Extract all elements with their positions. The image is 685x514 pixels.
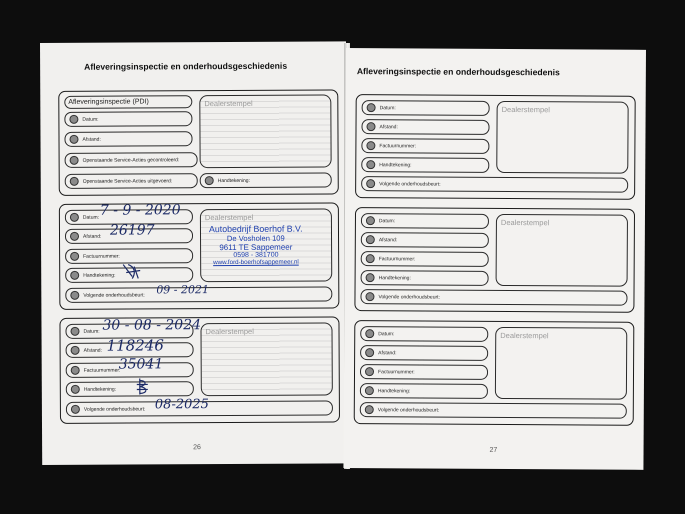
- r1-signature-label: Handtekening:: [379, 161, 412, 168]
- r1-next-field[interactable]: [361, 176, 628, 193]
- entry2-datum-label: Datum:: [83, 328, 100, 335]
- stamp-company: Autobedrijf Boerhof B.V.: [208, 223, 303, 235]
- circle-icon: [366, 216, 375, 225]
- entry1-datum-value: 7 - 9 - 2020: [99, 202, 181, 219]
- circle-icon: [70, 177, 79, 186]
- circle-icon: [70, 291, 79, 300]
- r3-factuur-field[interactable]: [360, 364, 488, 380]
- r3-stamp-box[interactable]: [495, 327, 627, 400]
- r2-factuur-field[interactable]: [361, 251, 489, 267]
- left-page-title: Afleveringsinspectie en onderhoudsgeschiedenis: [84, 60, 288, 72]
- entry2-stamp-box[interactable]: [200, 322, 332, 396]
- circle-icon: [70, 213, 79, 222]
- r1-factuur-label: Factuurnummer:: [379, 142, 417, 149]
- circle-icon: [365, 329, 374, 338]
- circle-icon: [70, 156, 79, 165]
- entry1-datum-label: Datum:: [82, 214, 100, 221]
- right-page-title: Afleveringsinspectie en onderhoudsgeschiedenis: [356, 66, 560, 78]
- r2-stamp-label: Dealerstempel: [500, 217, 550, 228]
- circle-icon: [365, 367, 374, 376]
- entry1-next-value: 09 - 2021: [156, 283, 210, 297]
- circle-icon: [70, 252, 79, 261]
- right-entry-1: [355, 94, 636, 200]
- r1-datum-field[interactable]: [362, 100, 490, 116]
- service-entry-1: [59, 202, 340, 309]
- circle-icon: [366, 254, 375, 263]
- pdi-card: [58, 89, 339, 195]
- pdi-signature-label: Handtekening:: [217, 177, 250, 184]
- pdi-service-done-label: Openstaande Service-Acties uitgevoerd:: [82, 177, 173, 185]
- circle-icon: [365, 348, 374, 357]
- circle-icon: [71, 385, 80, 394]
- entry2-stamp-label: Dealerstempel: [205, 326, 254, 337]
- entry2-datum-value: 30 - 08 - 2024: [102, 317, 202, 334]
- circle-icon: [205, 176, 214, 185]
- entry2-factuur-value: 35041: [118, 356, 164, 373]
- circle-icon: [365, 292, 374, 301]
- r1-datum-label: Datum:: [379, 104, 396, 111]
- r1-stamp-label: Dealerstempel: [501, 104, 551, 115]
- r3-afstand-label: Afstand:: [378, 349, 397, 356]
- r3-datum-label: Datum:: [378, 330, 395, 337]
- r2-datum-field[interactable]: [361, 213, 489, 229]
- entry1-signature-label: Handtekening:: [83, 272, 116, 279]
- r1-stamp-box[interactable]: [496, 101, 628, 174]
- circle-icon: [365, 386, 374, 395]
- entry1-signature: [120, 260, 144, 282]
- left-page-number: 26: [193, 444, 201, 452]
- circle-icon: [366, 122, 375, 131]
- entry2-next-label: Volgende onderhoudsbeurt:: [83, 405, 146, 413]
- r1-afstand-label: Afstand:: [379, 123, 398, 130]
- pdi-stamp-box[interactable]: [199, 94, 331, 168]
- entry1-afstand-value: 26197: [109, 222, 155, 239]
- r3-stamp-label: Dealerstempel: [500, 330, 549, 341]
- r3-signature-field[interactable]: [360, 383, 488, 399]
- entry2-signature: [135, 376, 151, 396]
- entry1-stamp-box[interactable]: [200, 208, 332, 282]
- circle-icon: [70, 232, 79, 241]
- circle-icon: [366, 179, 375, 188]
- stamp-phone: 0598 - 381700: [233, 251, 279, 259]
- circle-icon: [70, 271, 79, 280]
- dealer-stamp: [209, 224, 303, 266]
- entry1-stamp-label: Dealerstempel: [204, 212, 254, 223]
- entry1-afstand-label: Afstand:: [82, 233, 102, 240]
- entry2-factuur-label: Factuurnummer:: [83, 367, 121, 374]
- r3-next-field[interactable]: [360, 402, 627, 419]
- r2-signature-field[interactable]: [361, 270, 489, 286]
- pdi-service-done-field[interactable]: [65, 173, 198, 189]
- pdi-afstand-field[interactable]: [64, 131, 192, 147]
- r2-signature-label: Handtekening:: [378, 274, 411, 281]
- entry1-next-label: Volgende onderhoudsbeurt:: [83, 291, 145, 299]
- service-entry-2: [59, 316, 340, 423]
- r2-next-field[interactable]: [360, 289, 627, 306]
- r3-factuur-label: Factuurnummer:: [378, 368, 415, 375]
- r3-afstand-field[interactable]: [360, 345, 488, 361]
- r1-next-label: Volgende onderhoudsbeurt:: [379, 180, 441, 188]
- circle-icon: [366, 141, 375, 150]
- entry2-signature-label: Handtekening:: [83, 386, 117, 393]
- r1-factuur-field[interactable]: [361, 138, 489, 154]
- stamp-street: De Vosholen 109: [226, 233, 285, 244]
- circle-icon: [367, 103, 376, 112]
- stamp-website: www.ford-boerhofsappemeer.nl: [213, 258, 299, 267]
- pdi-afstand-label: Afstand:: [82, 136, 101, 143]
- circle-icon: [365, 405, 374, 414]
- r2-afstand-field[interactable]: [361, 232, 489, 248]
- stamp-city: 9611 TE Sappemeer: [219, 242, 293, 253]
- entry2-afstand-value: 118246: [106, 336, 164, 355]
- circle-icon: [366, 273, 375, 282]
- circle-icon: [366, 235, 375, 244]
- entry2-signature-field[interactable]: [66, 381, 194, 397]
- entry2-next-value: 08-2025: [154, 397, 209, 413]
- circle-icon: [70, 327, 79, 336]
- pdi-service-check-field[interactable]: [65, 152, 198, 168]
- pdi-header-label: Afleveringsinspectie (PDI): [68, 97, 149, 106]
- left-page: [40, 41, 348, 465]
- r2-datum-label: Datum:: [378, 217, 396, 224]
- entry1-factuur-label: Factuurnummer:: [83, 253, 120, 260]
- circle-icon: [71, 366, 80, 375]
- circle-icon: [69, 135, 78, 144]
- pdi-datum-label: Datum:: [82, 116, 99, 123]
- r3-datum-field[interactable]: [360, 326, 488, 342]
- pdi-header: [64, 95, 192, 109]
- right-page: [343, 48, 646, 470]
- r3-signature-label: Handtekening:: [377, 387, 411, 394]
- right-page-number: 27: [489, 446, 498, 454]
- right-entry-3: [354, 320, 635, 426]
- circle-icon: [71, 405, 80, 414]
- r1-afstand-field[interactable]: [361, 119, 489, 135]
- circle-icon: [69, 115, 78, 124]
- pdi-service-check-label: Openstaande Service-Acties gecontroleerd:: [82, 156, 180, 164]
- r1-signature-field[interactable]: [361, 157, 489, 173]
- circle-icon: [366, 160, 375, 169]
- r2-afstand-label: Afstand:: [378, 236, 398, 243]
- right-entry-2: [354, 207, 635, 313]
- r2-next-label: Volgende onderhoudsbeurt:: [378, 293, 440, 301]
- r2-factuur-label: Factuurnummer:: [378, 255, 416, 262]
- r2-stamp-box[interactable]: [496, 214, 628, 287]
- circle-icon: [71, 346, 80, 355]
- entry2-afstand-label: Afstand:: [83, 347, 102, 354]
- pdi-datum-field[interactable]: [64, 111, 192, 127]
- pdi-stamp-label: Dealerstempel: [204, 98, 253, 109]
- r3-next-label: Volgende onderhoudsbeurt:: [377, 406, 440, 414]
- pdi-signature-field[interactable]: [200, 172, 332, 188]
